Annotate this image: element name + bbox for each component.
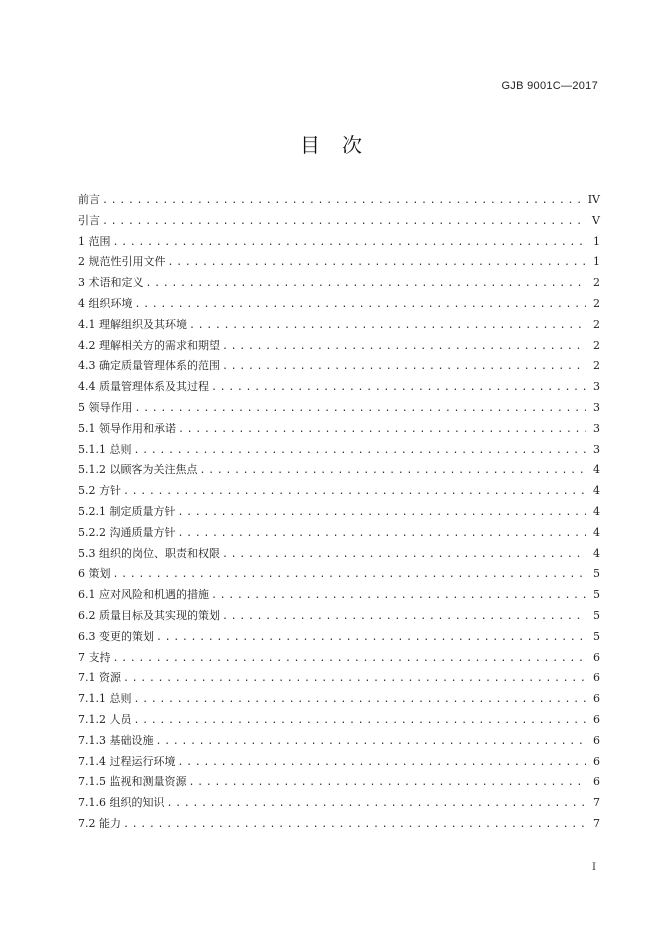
toc-entry-label: 7.1.6 组织的知识 — [78, 796, 165, 810]
toc-dot-leader — [222, 337, 586, 358]
toc-entry-label: 6.1 应对风险和机遇的措施 — [78, 588, 209, 602]
toc-entry-label: 2 规范性引用文件 — [78, 255, 166, 269]
toc-entry-label: 7.2 能力 — [78, 816, 121, 830]
toc-entry[interactable] — [78, 564, 600, 585]
toc-entry-page: 5 — [593, 629, 600, 643]
toc-entry[interactable] — [78, 419, 600, 440]
toc-entry-page: 3 — [593, 442, 600, 456]
toc-dot-leader — [134, 711, 587, 732]
toc-entry[interactable] — [78, 252, 600, 273]
toc-entry-page: 4 — [593, 504, 600, 518]
toc-entry[interactable] — [78, 668, 600, 689]
toc-dot-leader — [102, 191, 584, 212]
toc-entry-label: 4 组织环境 — [78, 296, 133, 310]
toc-dot-leader — [189, 773, 587, 794]
toc-entry-label: 1 范围 — [78, 234, 111, 248]
toc-entry-label: 4.1 理解组织及其环境 — [78, 317, 187, 331]
toc-entry-label: 7.1.3 基础设施 — [78, 733, 154, 747]
toc-entry[interactable] — [78, 211, 600, 232]
toc-entry-page: 7 — [593, 816, 600, 830]
toc-entry-page: 4 — [593, 546, 600, 560]
toc-title: 目次 — [300, 133, 384, 157]
toc-entry-label: 5 领导作用 — [78, 400, 133, 414]
toc-entry-label: 5.2 方针 — [78, 484, 121, 498]
toc-entry-page: 4 — [593, 525, 600, 539]
toc-entry[interactable] — [78, 710, 600, 731]
toc-entry[interactable] — [78, 190, 600, 211]
toc-dot-leader — [123, 669, 586, 690]
toc-entry-page: 4 — [593, 463, 600, 477]
toc-dot-leader — [156, 628, 586, 649]
toc-entry[interactable] — [78, 689, 600, 710]
toc-entry-label: 引言 — [78, 213, 100, 227]
toc-entry[interactable] — [78, 232, 600, 253]
toc-entry-label: 5.1 领导作用和承诺 — [78, 421, 176, 435]
toc-entry-page: 4 — [593, 484, 600, 498]
toc-entry-page: 3 — [593, 380, 600, 394]
toc-entry-label: 7.1.1 总则 — [78, 692, 132, 706]
toc-entry-label: 4.3 确定质量管理体系的范围 — [78, 359, 220, 373]
toc-entry[interactable] — [78, 606, 600, 627]
toc-dot-leader — [113, 649, 587, 670]
toc-dot-leader — [146, 274, 587, 295]
toc-entry-label: 6 策划 — [78, 567, 111, 581]
toc-entry[interactable] — [78, 398, 600, 419]
toc-entry-page: 6 — [593, 733, 600, 747]
toc-entry-label: 6.2 质量目标及其实现的策划 — [78, 608, 220, 622]
toc-entry-label: 7.1.4 过程运行环境 — [78, 754, 176, 768]
toc-entry-label: 5.2.2 沟通质量方针 — [78, 525, 176, 539]
toc-dot-leader — [200, 461, 587, 482]
toc-entry-page: 1 — [593, 255, 600, 269]
toc-dot-leader — [156, 732, 587, 753]
toc-entry[interactable] — [78, 481, 600, 502]
toc-entry-page: 3 — [593, 400, 600, 414]
toc-entry[interactable] — [78, 772, 600, 793]
toc-entry-page: 6 — [593, 775, 600, 789]
toc-dot-leader — [211, 378, 586, 399]
toc-entry-page: 6 — [593, 671, 600, 685]
toc-entry-page: V — [592, 213, 600, 227]
toc-entry-page: 5 — [593, 588, 600, 602]
toc-entry[interactable] — [78, 731, 600, 752]
toc-entry[interactable] — [78, 793, 600, 814]
toc-dot-leader — [178, 753, 587, 774]
toc-dot-leader — [113, 233, 587, 254]
toc-dot-leader — [189, 316, 586, 337]
toc-entry-page: 7 — [593, 796, 600, 810]
toc-entry[interactable] — [78, 460, 600, 481]
toc-entry[interactable] — [78, 752, 600, 773]
toc-entry-page: 3 — [593, 421, 600, 435]
toc-entry-label: 7.1.5 监视和测量资源 — [78, 775, 187, 789]
toc-entry-page: 5 — [593, 567, 600, 581]
toc-dot-leader — [113, 565, 587, 586]
toc-entry-label: 5.1.1 总则 — [78, 442, 132, 456]
toc-entry-page: 1 — [593, 234, 600, 248]
toc-entry[interactable] — [78, 273, 600, 294]
toc-entry-page: 5 — [593, 608, 600, 622]
toc-entry[interactable] — [78, 294, 600, 315]
toc-entry-label: 7 支持 — [78, 650, 111, 664]
toc-entry[interactable] — [78, 544, 600, 565]
toc-entry-label: 前言 — [78, 193, 100, 206]
document-code: GJB 9001C—2017 — [501, 80, 598, 92]
toc-entry-label: 7.1 资源 — [78, 671, 121, 685]
table-of-contents — [78, 190, 600, 835]
toc-dot-leader — [123, 482, 586, 503]
toc-dot-leader — [222, 607, 586, 628]
toc-dot-leader — [222, 545, 586, 566]
toc-dot-leader — [178, 524, 587, 545]
toc-dot-leader — [123, 815, 586, 836]
toc-entry-page: IV — [587, 193, 600, 206]
toc-entry[interactable] — [78, 523, 600, 544]
toc-entry-page: 2 — [593, 276, 600, 290]
toc-dot-leader — [211, 586, 586, 607]
toc-entry[interactable] — [78, 585, 600, 606]
toc-entry[interactable] — [78, 356, 600, 377]
toc-dot-leader — [222, 357, 586, 378]
toc-entry[interactable] — [78, 315, 600, 336]
toc-dot-leader — [134, 441, 587, 462]
toc-entry-label: 4.4 质量管理体系及其过程 — [78, 380, 209, 394]
toc-dot-leader — [134, 690, 587, 711]
toc-dot-leader — [167, 794, 587, 815]
toc-entry-page: 6 — [593, 754, 600, 768]
toc-entry-label: 4.2 理解相关方的需求和期望 — [78, 338, 220, 352]
toc-entry[interactable] — [78, 377, 600, 398]
toc-entry-page: 2 — [593, 317, 600, 331]
toc-entry-page: 2 — [593, 338, 600, 352]
toc-dot-leader — [135, 295, 587, 316]
toc-entry-page: 6 — [593, 692, 600, 706]
toc-dot-leader — [102, 212, 586, 233]
toc-dot-leader — [178, 420, 586, 441]
toc-entry-page: 2 — [593, 296, 600, 310]
page-number: I — [592, 862, 596, 873]
toc-entry-page: 2 — [593, 359, 600, 373]
toc-dot-leader — [168, 253, 587, 274]
toc-dot-leader — [135, 399, 587, 420]
toc-entry[interactable] — [78, 440, 600, 461]
toc-entry[interactable] — [78, 814, 600, 835]
toc-entry-page: 6 — [593, 712, 600, 726]
toc-entry-label: 5.3 组织的岗位、职责和权限 — [78, 546, 220, 560]
toc-entry[interactable] — [78, 648, 600, 669]
toc-entry-label: 5.2.1 制定质量方针 — [78, 504, 176, 518]
toc-entry-page: 6 — [593, 650, 600, 664]
toc-entry[interactable] — [78, 336, 600, 357]
toc-entry[interactable] — [78, 502, 600, 523]
toc-entry[interactable] — [78, 627, 600, 648]
toc-entry-label: 7.1.2 人员 — [78, 712, 132, 726]
toc-entry-label: 6.3 变更的策划 — [78, 629, 154, 643]
toc-entry-label: 5.1.2 以顾客为关注焦点 — [78, 463, 198, 477]
toc-dot-leader — [178, 503, 587, 524]
toc-entry-label: 3 术语和定义 — [78, 276, 144, 290]
